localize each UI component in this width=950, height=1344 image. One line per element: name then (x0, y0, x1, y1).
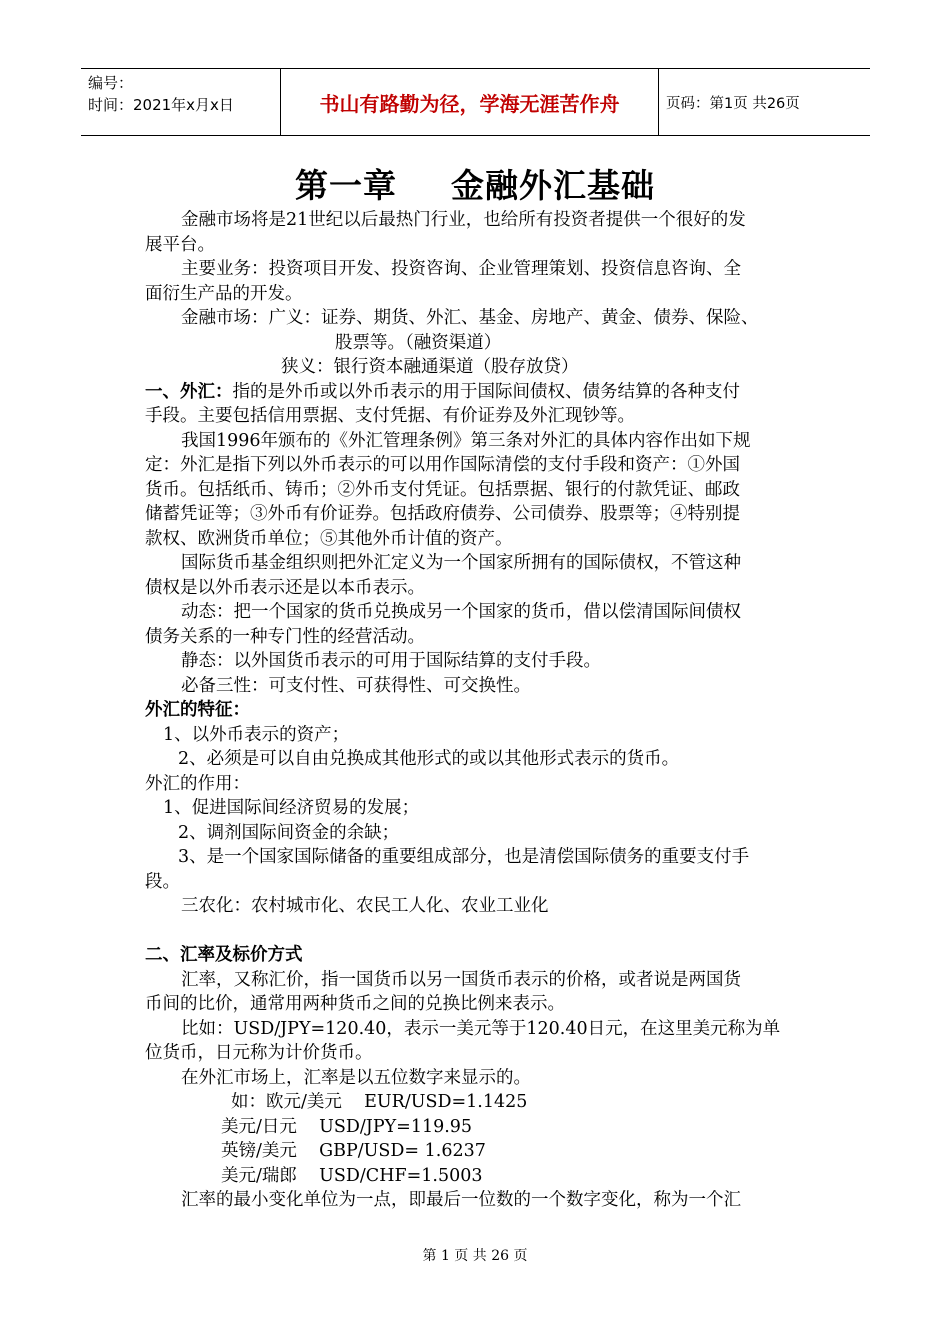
paragraph-line: 手段。主要包括信用票据、支付凭据、有价证券及外汇现钞等。 (145, 406, 635, 426)
list-item: 1、促进国际间经济贸易的发展； (163, 798, 420, 818)
document-header (81, 68, 870, 136)
paragraph-line: 货币。包括纸币、铸币；②外币支付凭证。包括票据、银行的付款凭证、邮政 (145, 479, 740, 500)
paragraph-line: 在外汇市场上，汇率是以五位数字来显示的。 (181, 1067, 531, 1088)
paragraph-line: 动态：把一个国家的货币兑换成另一个国家的货币，借以偿清国际间债权 (181, 602, 741, 622)
header-motto: 书山有路勤为径，学海无涯苦作舟 (281, 69, 659, 135)
list-item: 3、是一个国家国际储备的重要组成部分，也是清偿国际债务的重要支付手 (178, 847, 750, 867)
document-body (145, 208, 810, 1213)
paragraph-line: 定：外汇是指下列以外币表示的可以用作国际清偿的支付手段和资产：①外国 (145, 455, 740, 475)
paragraph-line: 段。 (145, 871, 180, 892)
header-page-info: 页码：第1页 共26页 (666, 95, 800, 112)
rate-example: 英镑/美元 GBP/USD= 1.6237 (221, 1141, 486, 1161)
page-footer: 第 1 页 共 26 页 (422, 1248, 528, 1264)
paragraph-line: 静态：以外国货币表示的可用于国际结算的支付手段。 (181, 651, 601, 671)
list-item: 2、必须是可以自由兑换成其他形式的或以其他形式表示的货币。 (178, 749, 680, 769)
chapter-label: 第一章 (295, 166, 397, 205)
paragraph-line: 面衍生产品的开发。 (145, 283, 303, 304)
spacer (145, 919, 810, 944)
section-1-line (145, 380, 810, 405)
paragraph-line: 金融市场：广义：证券、期货、外汇、基金、房地产、黄金、债券、保险、 (181, 308, 759, 328)
paragraph-line: 三农化：农村城市化、农民工人化、农业工业化 (181, 896, 549, 916)
section-heading: 一、外汇： (145, 381, 233, 402)
header-meta (81, 69, 281, 135)
subheading: 外汇的作用： (145, 773, 250, 794)
paragraph-line: 国际货币基金组织则把外汇定义为一个国家所拥有的国际债权，不管这种 (181, 553, 741, 573)
paragraph-line: 币间的比价，通常用两种货币之间的兑换比例来表示。 (145, 994, 565, 1014)
paragraph-line: 汇率的最小变化单位为一点，即最后一位数的一个数字变化，称为一个汇 (181, 1190, 741, 1210)
paragraph-line: 款权、欧洲货币单位；⑤其他外币计值的资产。 (145, 528, 513, 549)
list-item: 2、调剂国际间资金的余缺； (178, 822, 400, 843)
chapter-title: 金融外汇基础 (451, 166, 655, 205)
rate-example: 美元/日元 USD/JPY=119.95 (221, 1116, 473, 1137)
paragraph-line: 展平台。 (145, 234, 215, 255)
page-title (0, 160, 950, 207)
paragraph-text: 指的是外币或以外币表示的用于国际间债权、债务结算的各种支付 (232, 381, 740, 402)
paragraph-line: 位货币，日元称为计价货币。 (145, 1043, 373, 1063)
time-label: 时间：2021年x月x日 (88, 96, 234, 114)
paragraph-line: 必备三性：可支付性、可获得性、可交换性。 (181, 675, 531, 696)
code-label: 编号： (88, 74, 134, 92)
paragraph-line: 汇率，又称汇价，指一国货币以另一国货币表示的价格，或者说是两国货 (181, 969, 741, 990)
paragraph-line: 金融市场将是21世纪以后最热门行业，也给所有投资者提供一个很好的发 (181, 210, 746, 230)
rate-example: 美元/瑞郎 USD/CHF=1.5003 (221, 1165, 483, 1186)
section-heading: 二、汇率及标价方式 (145, 945, 303, 965)
paragraph-line: 我国1996年颁布的《外汇管理条例》第三条对外汇的具体内容作出如下规 (181, 430, 751, 451)
paragraph-line: 狭义：银行资本融通渠道（股存放贷） (281, 357, 579, 377)
paragraph-line: 主要业务：投资项目开发、投资咨询、企业管理策划、投资信息咨询、全 (181, 259, 741, 279)
section-heading: 外汇的特征： (145, 700, 250, 720)
paragraph-line: 债务关系的一种专门性的经营活动。 (145, 626, 425, 647)
list-item: 1、以外币表示的资产； (163, 724, 350, 745)
paragraph-line: 债权是以外币表示还是以本币表示。 (145, 577, 425, 598)
paragraph-line: 储蓄凭证等；③外币有价证券。包括政府债券、公司债券、股票等；④特别提 (145, 504, 740, 524)
paragraph-line: 股票等。（融资渠道） (335, 332, 502, 353)
paragraph-line: 比如：USD/JPY=120.40，表示一美元等于120.40日元，在这里美元称为单 (181, 1018, 781, 1039)
rate-example: 如：欧元/美元 EUR/USD=1.1425 (231, 1092, 528, 1112)
